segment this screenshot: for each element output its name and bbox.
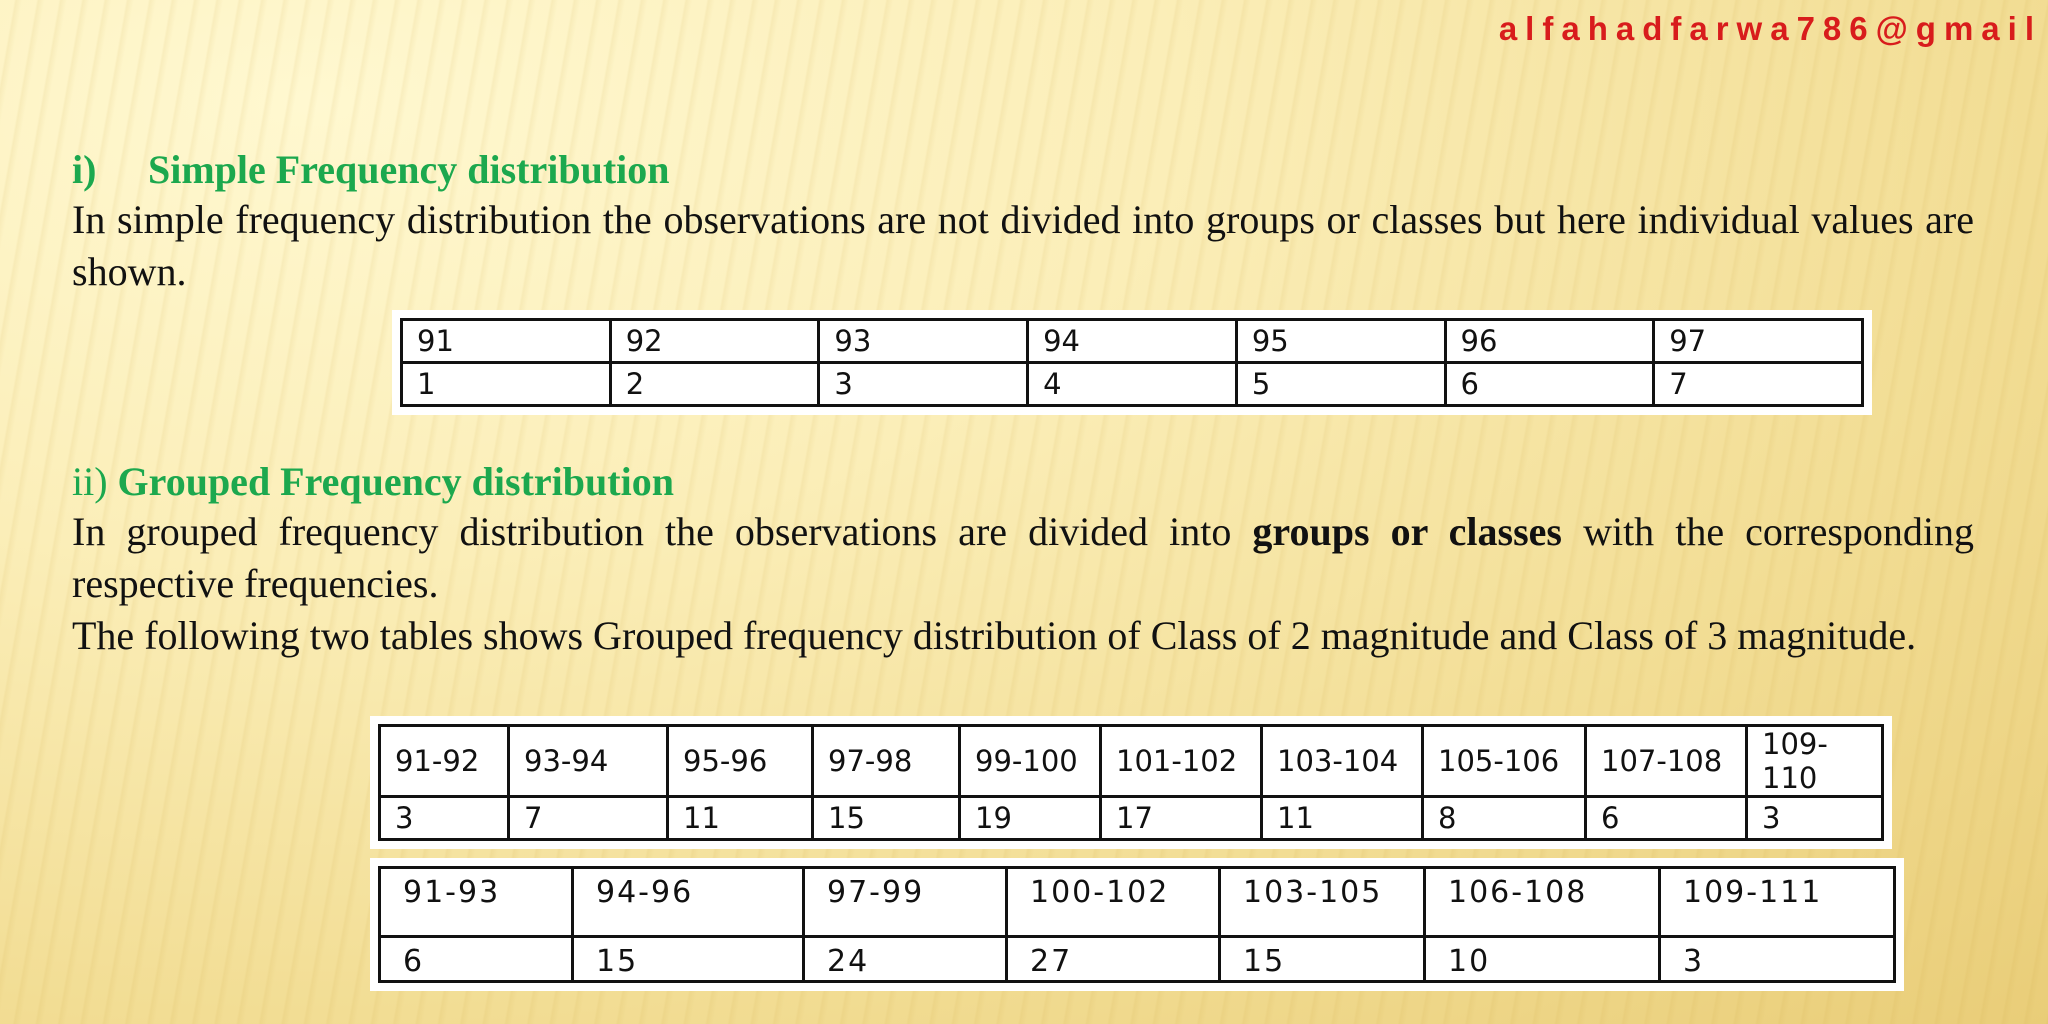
table-cell: 106-108 [1425, 868, 1660, 937]
table-cell: 27 [1007, 937, 1220, 982]
section-heading-simple [72, 146, 670, 193]
table-cell: 10 [1425, 937, 1660, 982]
table-cell: 24 [804, 937, 1007, 982]
table-cell: 91-93 [380, 868, 573, 937]
section-title: Grouped Frequency distribution [117, 459, 674, 504]
table-cell: 93 [819, 320, 1028, 363]
section-title: Simple Frequency distribution [148, 147, 670, 192]
table-row [380, 797, 1883, 840]
section-body-simple: In simple frequency distribution the observations are not divided into groups or classes but here individual values are shown. [72, 197, 1974, 294]
table-cell: 95-96 [668, 726, 813, 797]
table-cell: 2 [610, 363, 819, 406]
author-email: alfahadfarwa786@gmail [1498, 10, 2042, 47]
table-cell: 109-111 [1660, 868, 1895, 937]
table-cell: 7 [1654, 363, 1863, 406]
body-bold-text: groups or classes [1252, 509, 1562, 554]
table-cell: 105-106 [1423, 726, 1586, 797]
table-cell: 97-98 [813, 726, 960, 797]
table-cell: 6 [1586, 797, 1747, 840]
table-cell: 11 [668, 797, 813, 840]
table-cell: 1 [402, 363, 611, 406]
section-number: i) [72, 147, 97, 192]
table-cell: 97 [1654, 320, 1863, 363]
table-cell: 11 [1262, 797, 1423, 840]
section-heading-grouped [72, 458, 674, 505]
table-cell: 3 [819, 363, 1028, 406]
table-cell: 94-96 [573, 868, 804, 937]
table-row [380, 937, 1895, 982]
table-cell: 15 [573, 937, 804, 982]
table-cell: 91 [402, 320, 611, 363]
table-cell: 6 [1445, 363, 1654, 406]
table-cell: 103-105 [1220, 868, 1425, 937]
table-cell: 5 [1236, 363, 1445, 406]
body-text: with the corresponding respective frequencies. [72, 509, 1974, 606]
table-cell: 99-100 [960, 726, 1101, 797]
table-cell: 107-108 [1586, 726, 1747, 797]
table-cell: 15 [813, 797, 960, 840]
table-cell: 7 [509, 797, 668, 840]
section-body-grouped [72, 506, 1974, 610]
table-cell: 6 [380, 937, 573, 982]
grouped-frequency-table-class3 [378, 866, 1896, 983]
section-body-grouped-2: The following two tables shows Grouped frequency distribution of Class of 2 magnitude and Class of 3 magnitude. [72, 613, 1917, 658]
body-text: In grouped frequency distribution the observations are divided into [72, 509, 1253, 554]
table-cell: 109-110 [1747, 726, 1883, 797]
table-cell: 19 [960, 797, 1101, 840]
table-cell: 100-102 [1007, 868, 1220, 937]
simple-frequency-table [400, 318, 1864, 407]
table-cell: 96 [1445, 320, 1654, 363]
table-cell: 15 [1220, 937, 1425, 982]
table-cell: 8 [1423, 797, 1586, 840]
table-cell: 17 [1101, 797, 1262, 840]
grouped-frequency-table-class2 [378, 724, 1884, 841]
table-cell: 97-99 [804, 868, 1007, 937]
table-cell: 3 [1660, 937, 1895, 982]
table-row [380, 868, 1895, 937]
table-cell: 93-94 [509, 726, 668, 797]
table-cell: 3 [380, 797, 509, 840]
table-cell: 94 [1028, 320, 1237, 363]
section-number: ii) [72, 459, 108, 504]
table-cell: 103-104 [1262, 726, 1423, 797]
table-cell: 92 [610, 320, 819, 363]
table-cell: 4 [1028, 363, 1237, 406]
table-row [380, 726, 1883, 797]
table-row [402, 363, 1863, 406]
table-row [402, 320, 1863, 363]
table-cell: 3 [1747, 797, 1883, 840]
table-cell: 91-92 [380, 726, 509, 797]
table-cell: 95 [1236, 320, 1445, 363]
table-cell: 101-102 [1101, 726, 1262, 797]
